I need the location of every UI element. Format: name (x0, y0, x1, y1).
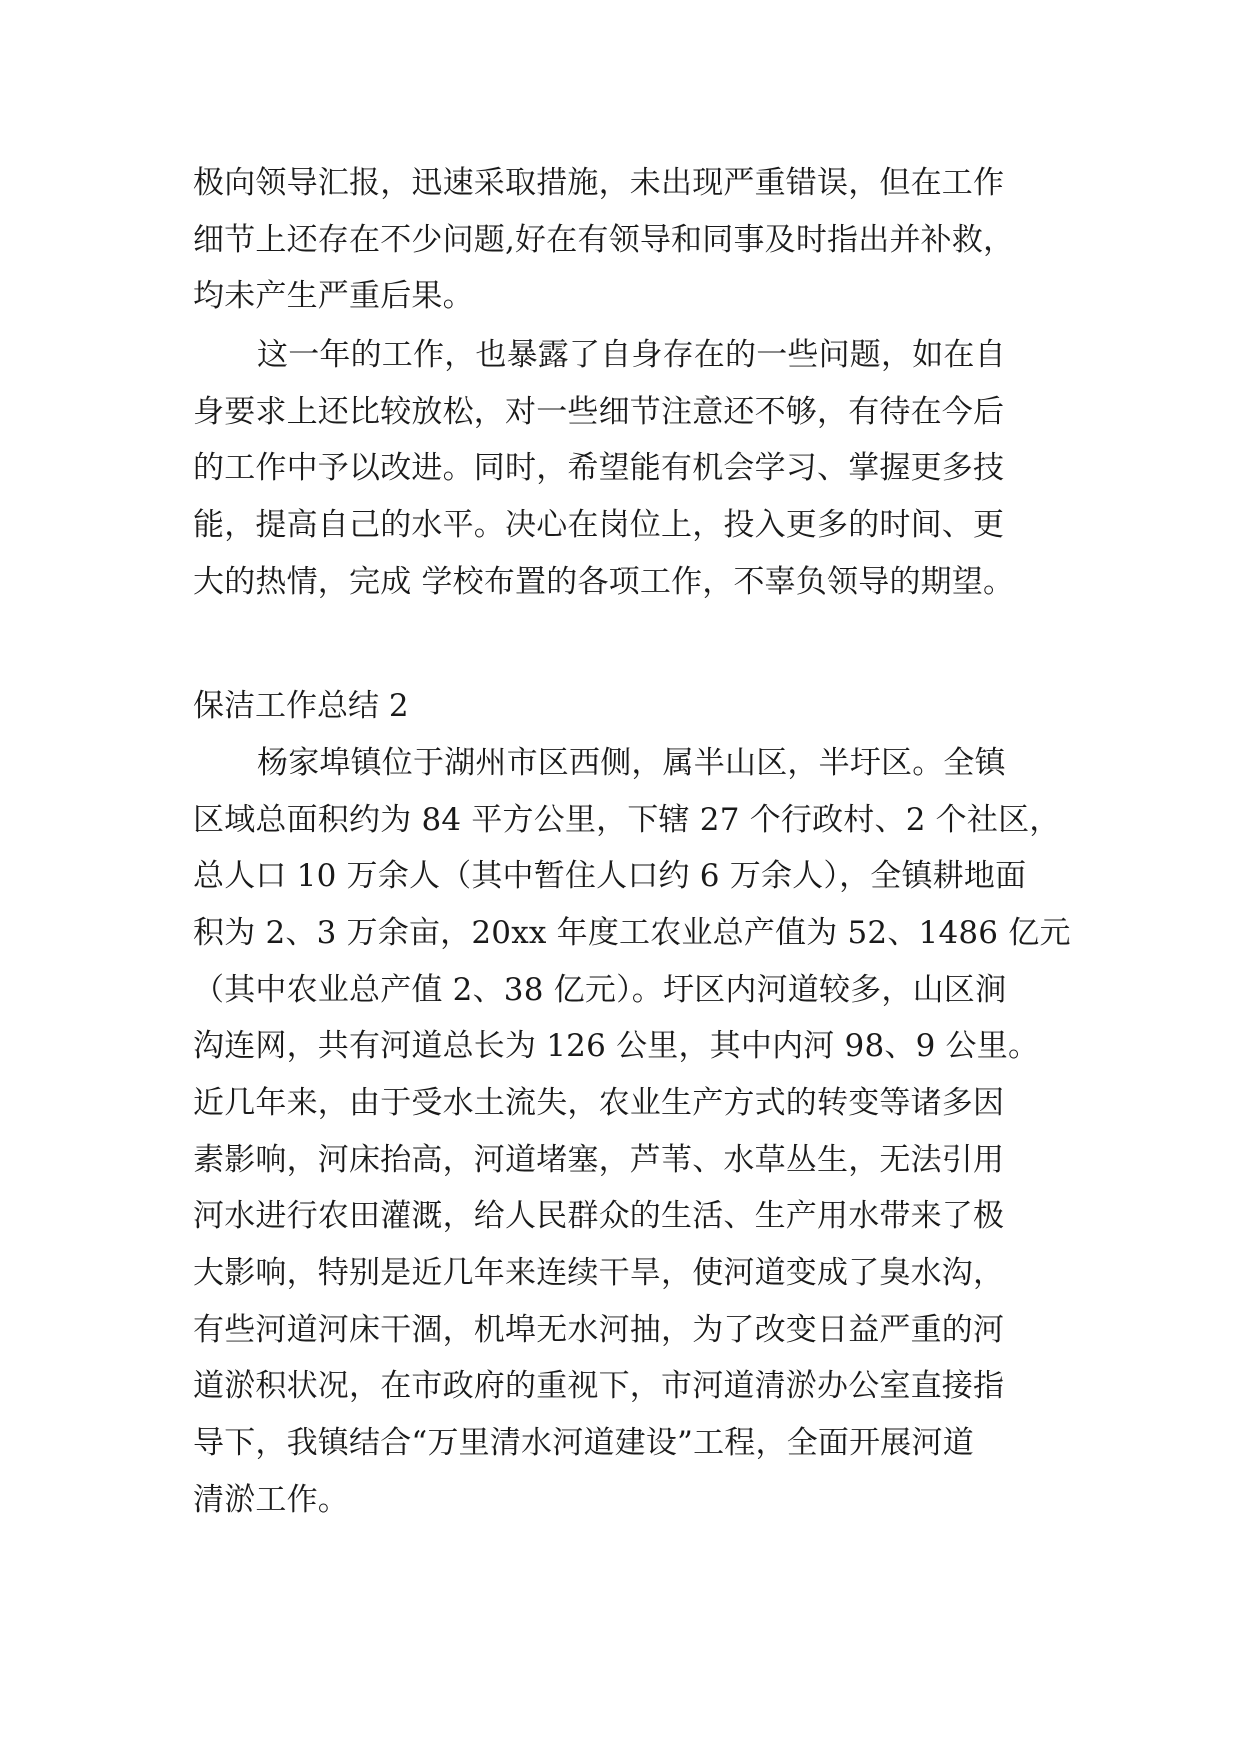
text-line: 积为 2、3 万余亩，20xx 年度工农业总产值为 52、1486 亿元 (193, 915, 1071, 951)
text-line: 这一年的工作，也暴露了自身存在的一些问题，如在自 (257, 337, 1006, 373)
text-line: 细节上还存在不少问题,好在有领导和同事及时指出并补救， (193, 222, 1015, 258)
text-line: 河水进行农田灌溉，给人民群众的生活、生产用水带来了极 (193, 1198, 1005, 1234)
text-line: 道淤积状况，在市政府的重视下，市河道清淤办公室直接指 (193, 1368, 1005, 1404)
text-line: 极向领导汇报，迅速采取措施，未出现严重错误，但在工作 (193, 165, 1005, 201)
text-line: 导下，我镇结合“万里清水河道建设”工程，全面开展河道 (193, 1425, 974, 1461)
text-line: 身要求上还比较放松，对一些细节注意还不够，有待在今后 (193, 394, 1005, 430)
text-line: 均未产生严重后果。 (193, 278, 474, 314)
text-line: 大影响，特别是近几年来连续干旱，使河道变成了臭水沟， (193, 1255, 1005, 1291)
text-line: 有些河道河床干涸，机埠无水河抽，为了改变日益严重的河 (193, 1312, 1005, 1348)
text-line: 区域总面积约为 84 平方公里，下辖 27 个行政村、2 个社区， (193, 802, 1061, 838)
text-line: 杨家埠镇位于湖州市区西侧，属半山区，半圩区。全镇 (257, 745, 1006, 781)
text-line: 素影响，河床抬高，河道堵塞，芦苇、水草丛生，无法引用 (193, 1142, 1005, 1178)
text-line: 总人口 10 万余人（其中暂住人口约 6 万余人），全镇耕地面 (193, 858, 1027, 894)
text-line: 大的热情，完成 学校布置的各项工作，不辜负领导的期望。 (193, 564, 1015, 600)
text-line: 沟连网，共有河道总长为 126 公里，其中内河 98、9 公里。 (193, 1028, 1040, 1064)
text-line: 清淤工作。 (193, 1482, 349, 1518)
text-line: （其中农业总产值 2、38 亿元）。圩区内河道较多，山区涧 (193, 972, 1007, 1008)
section-heading: 保洁工作总结 2 (193, 688, 409, 724)
text-line: 的工作中予以改进。同时，希望能有机会学习、掌握更多技 (193, 450, 1005, 486)
text-line: 能，提高自己的水平。决心在岗位上，投入更多的时间、更 (193, 507, 1005, 543)
text-line: 近几年来，由于受水土流失，农业生产方式的转变等诸多因 (193, 1085, 1005, 1121)
